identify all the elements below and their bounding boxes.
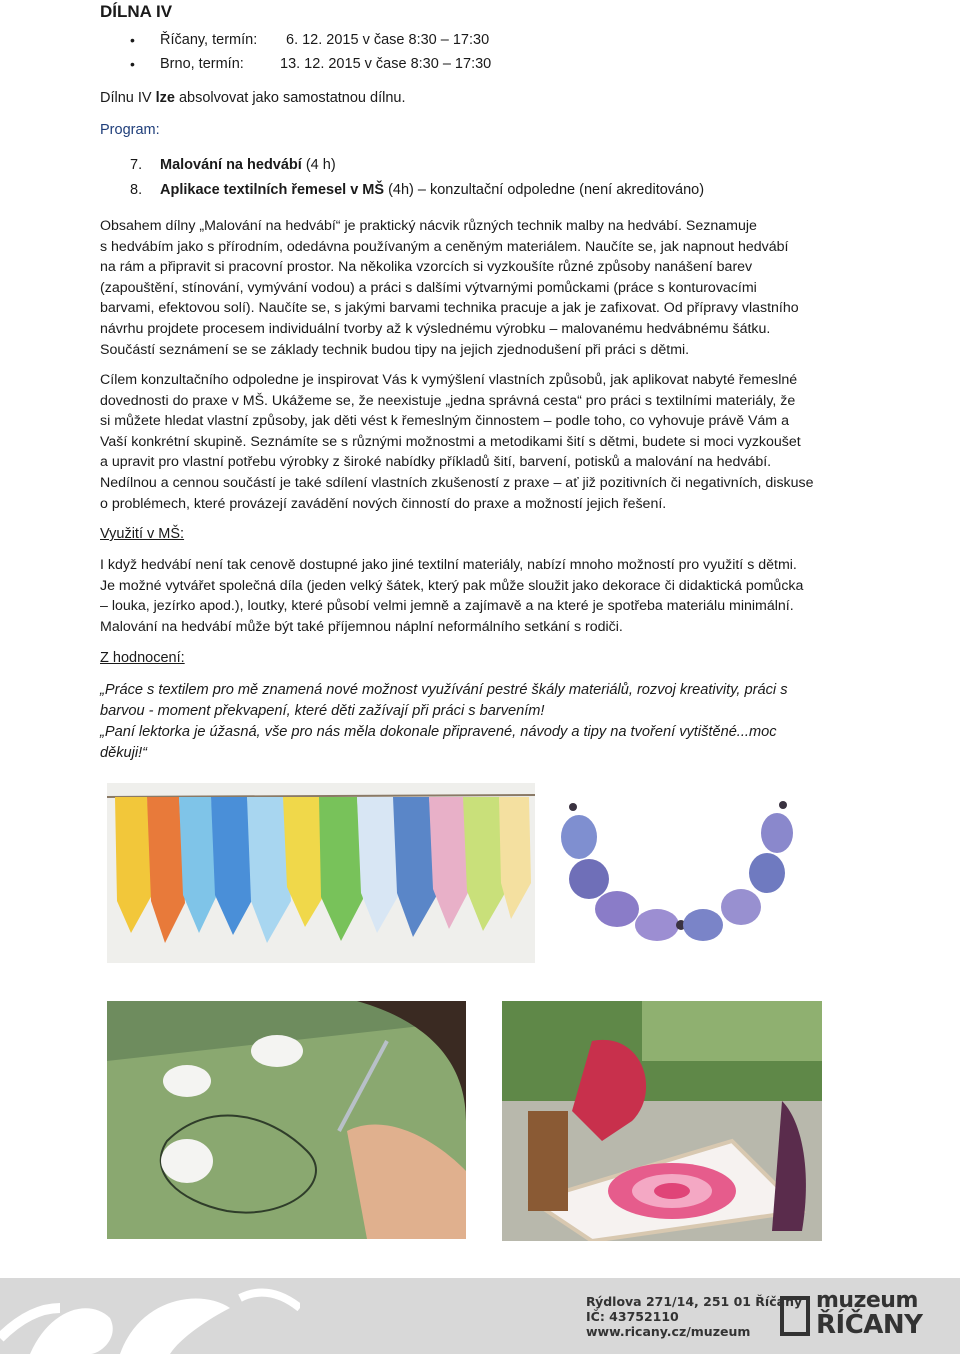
logo-text-muzeum: muzeum <box>816 1288 918 1313</box>
term-value: 6. 12. 2015 v čase 8:30 – 17:30 <box>286 32 490 48</box>
evaluation-quotes: „Práce s textilem pro mě znamená nové možnost využívání pestré škály materiálů, rozvoj kreativity, práci s barvou - moment překvapení, které děti zažívají při práci s barvením! „Paní lektorka je úžasná, vše pro nás měla dokonale připravené, návody a tipy na tvoření vytištěné...moc děkuji!“ <box>100 682 788 761</box>
outdoor-frame-photo <box>502 1001 822 1241</box>
paragraph-consultation: Cílem konzultačního odpoledne je inspirovat Vás k vymýšlení vlastních způsobů, jak aplikovat nabyté řemeslné dovednosti do praxe v MŠ. Ukážeme se, že neexistuje „jedna správná cesta“ pro práci s textilními materiály, že si můžete hledat vlastní způsoby, jak děti vést k řemeslným činnostem – podle toho, co vyhovuje právě Vám a Vaší konkrétní skupině. Seznámíte se s různými možnostmi a metodikami šití s dětmi, budete si moci vyzkoušet a upravit pro vlastní potřebu výrobky z široké nabídky příkladů šití, barvení, potisků a malování na hedvábí. Nedílnou a cennou součástí je také sdílení vlastních zkušeností z praxe – ať již pozitivních či negativních, diskuse o problémech, které provázejí zavádění nových činností do praxe a možností jejich řešení. <box>100 372 814 512</box>
list-item <box>130 28 491 52</box>
footer-address: Rýdlova 271/14, 251 01 Říčany IČ: 43752110 www.ricany.cz/muzeum <box>586 1294 803 1339</box>
list-item <box>130 52 491 76</box>
scarves-photo <box>107 783 535 963</box>
list-item: 7. Malování na hedvábí (4 h) <box>130 157 336 173</box>
logo-text-ricany: ŘÍČANY <box>816 1310 923 1340</box>
term-label: Brno, termín: <box>160 56 244 72</box>
silk-painting-photo <box>107 1001 466 1239</box>
term-value: 13. 12. 2015 v čase 8:30 – 17:30 <box>280 56 492 72</box>
term-list <box>130 28 491 76</box>
paragraph-workshop: Obsahem dílny „Malování na hedvábí“ je praktický nácvik různých technik malby na hedvábí. Seznamuje s hedvábím jako s přírodním, odedávna používaným a ceněným materiálem. Naučíte se, jak napnout hedvábí na rám a připravit si pracovní prostor. Na několika vzorcích si vyzkoušíte různé způsoby nanášení barev (zapouštění, stínování, vymývání vodou) a práci s dalšími výtvarnými pomůckami (práce s konturovacími barvami, efektovou solí). Naučíte se, s jakými barvami technika pracuje a jak je zafixovat. Od přípravy vlastního návrhu projdete procesem individuální tvorby až k výslednému výrobku – malovanému hedvábnému šátku. Součástí seznámení se se základy technik budou tipy na jejich zjednodušení při práci s dětmi. <box>100 218 799 358</box>
evaluation-label: Z hodnocení: <box>100 650 185 666</box>
decorative-brush-icon <box>0 1278 300 1354</box>
page-title: DÍLNA IV <box>100 2 173 21</box>
use-label: Využití v MŠ: <box>100 526 185 542</box>
program-list <box>130 154 704 204</box>
museum-logo-icon <box>780 1296 810 1336</box>
paragraph-use: I když hedvábí není tak cenově dostupné jako jiné textilní materiály, nabízí mnoho možností pro využití s dětmi. Je možné vytvářet společná díla (jeden velký šátek, který pak může sloužit jako dekorace či didaktická pomůcka – louka, jezírko apod.), loutky, které působí velmi jemně a zajímavě a na které je spotřeba materiálu minimální. Malování na hedvábí může být také příjemnou náplní neformálního setkání s rodiči. <box>100 557 804 635</box>
standalone-note: Dílnu IV lze absolvovat jako samostatnou dílnu. <box>100 90 406 106</box>
term-label: Říčany, termín: <box>160 32 258 48</box>
program-label: Program: <box>100 122 160 138</box>
list-item: 8. Aplikace textilních řemesel v MŠ (4h) – konzultační odpoledne (není akreditováno) <box>130 182 705 198</box>
necklace-photo <box>553 797 803 947</box>
